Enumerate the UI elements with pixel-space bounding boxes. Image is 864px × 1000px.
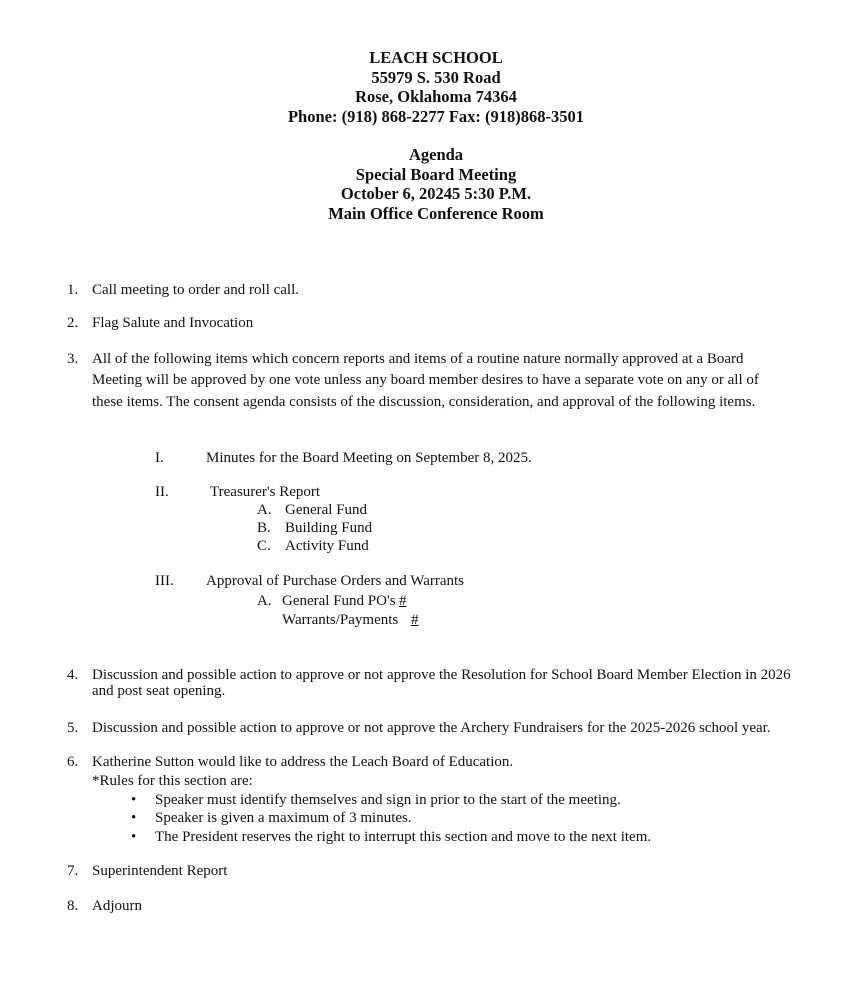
sub-item: Activity Fund	[285, 538, 369, 554]
item-number: 2.	[67, 315, 79, 331]
roman-numeral: I.	[155, 450, 164, 466]
rule-text: Speaker is given a maximum of 3 minutes.	[155, 810, 412, 826]
roman-numeral: II.	[155, 484, 169, 500]
rule-text: Speaker must identify themselves and sign in prior to the start of the meeting.	[155, 792, 621, 808]
item-text: Katherine Sutton would like to address the Leach Board of Education.	[92, 754, 514, 770]
item-text: Flag Salute and Invocation	[92, 315, 254, 331]
item-number: 7.	[67, 863, 79, 879]
item-number: 6.	[67, 754, 79, 770]
item-number: 4.	[67, 667, 79, 683]
po-count: #	[399, 593, 407, 609]
sub-item: General Fund	[285, 502, 368, 518]
bullet-icon: •	[131, 792, 137, 808]
consent-item: Approval of Purchase Orders and Warrants	[206, 573, 465, 589]
item-text: and post seat opening.	[92, 683, 226, 699]
roman-numeral: III.	[155, 573, 174, 589]
item-text: Superintendent Report	[92, 863, 228, 879]
rules-label: *Rules for this section are:	[92, 773, 253, 789]
item-text: All of the following items which concern reports and items of a routine nature normally approved at a Board	[92, 351, 744, 367]
item-number: 1.	[67, 282, 79, 298]
agenda-title: Agenda	[408, 145, 464, 164]
sub-item: General Fund PO's	[282, 593, 396, 609]
sub-letter: B.	[257, 520, 271, 536]
bullet-icon: •	[131, 829, 137, 845]
item-text: Discussion and possible action to approve or not approve the Resolution for School Board Member Election in 2026	[92, 667, 791, 683]
school-contact: Phone: (918) 868-2277 Fax: (918)868-3501	[287, 107, 585, 126]
item-number: 3.	[67, 351, 79, 367]
rule-text: The President reserves the right to interrupt this section and move to the next item.	[155, 829, 652, 845]
item-text: Discussion and possible action to approve or not approve the Archery Fundraisers for the 2025-2026 school year.	[92, 720, 771, 736]
item-text: these items. The consent agenda consists of the discussion, consideration, and approval of the following items.	[92, 394, 756, 410]
item-text: Call meeting to order and roll call.	[92, 282, 300, 298]
school-address: 55979 S. 530 Road	[371, 68, 501, 87]
consent-item: Treasurer's Report	[210, 484, 321, 500]
item-number: 5.	[67, 720, 79, 736]
warrant-count: #	[411, 612, 419, 628]
meeting-location: Main Office Conference Room	[328, 204, 544, 223]
sub-letter: A.	[257, 593, 272, 609]
school-name: LEACH SCHOOL	[369, 48, 503, 67]
sub-item: Warrants/Payments	[282, 612, 399, 628]
bullet-icon: •	[131, 810, 137, 826]
item-number: 8.	[67, 898, 79, 914]
consent-item: Minutes for the Board Meeting on September 8, 2025.	[206, 450, 532, 466]
sub-item: Building Fund	[285, 520, 373, 536]
item-text: Meeting will be approved by one vote unless any board member desires to have a separate vote on any or all of	[92, 372, 759, 388]
sub-letter: A.	[257, 502, 272, 518]
school-city: Rose, Oklahoma 74364	[355, 87, 517, 106]
item-text: Adjourn	[92, 898, 142, 914]
meeting-type: Special Board Meeting	[355, 165, 517, 184]
sub-letter: C.	[257, 538, 271, 554]
meeting-datetime: October 6, 20245 5:30 P.M.	[340, 184, 532, 203]
